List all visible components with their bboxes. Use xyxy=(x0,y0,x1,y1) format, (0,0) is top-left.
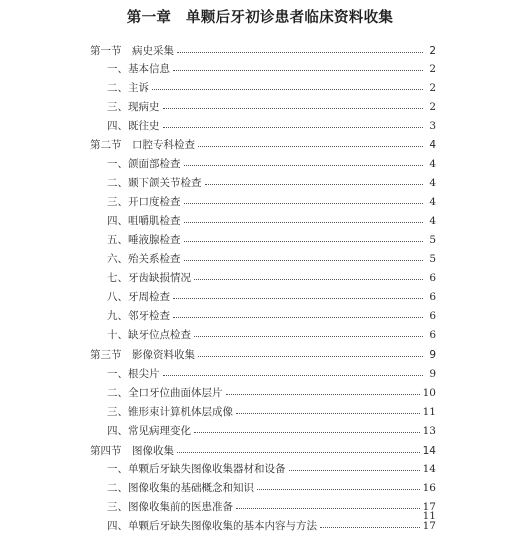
toc-section-row xyxy=(90,442,436,460)
toc-item-row xyxy=(107,155,436,173)
toc-entry-label: 二、图像收集的基础概念和知识 xyxy=(107,482,254,494)
toc-entry-label: 第三节 影像资料收集 xyxy=(90,349,195,361)
toc-entry-label: 二、全口牙位曲面体层片 xyxy=(107,387,223,399)
toc-entry-label: 四、常见病理变化 xyxy=(107,425,191,437)
toc-entry-label: 第二节 口腔专科检查 xyxy=(90,139,195,151)
toc-entry-label: 三、图像收集前的医患准备 xyxy=(107,501,233,513)
toc-page-number: 14 xyxy=(422,463,436,475)
dot-leader xyxy=(173,316,423,318)
toc-entry-label: 四、既往史 xyxy=(107,120,160,132)
toc-page-number: 10 xyxy=(422,387,436,399)
toc-item-row xyxy=(107,269,436,287)
toc-page-number: 9 xyxy=(429,368,436,380)
toc-item-row xyxy=(107,384,436,402)
toc-item-row xyxy=(107,193,436,211)
dot-leader xyxy=(236,412,420,414)
toc-page-number: 6 xyxy=(429,272,436,284)
toc-entry-label: 五、唾液腺检查 xyxy=(107,234,181,246)
toc-section-row xyxy=(90,346,436,364)
toc-item-row xyxy=(107,98,436,116)
toc-entry-label: 三、锥形束计算机体层成像 xyxy=(107,406,233,418)
dot-leader xyxy=(184,164,424,166)
toc-item-row xyxy=(107,174,436,192)
dot-leader xyxy=(184,259,424,261)
toc-page-number: 17 xyxy=(422,501,436,513)
toc-page-number: 2 xyxy=(429,101,436,113)
toc-entry-label: 第一节 病史采集 xyxy=(90,45,174,57)
dot-leader xyxy=(194,335,423,337)
toc-page-number: 6 xyxy=(429,291,436,303)
toc-entry-label: 九、邻牙检查 xyxy=(107,310,170,322)
toc-entry-label: 十、缺牙位点检查 xyxy=(107,329,191,341)
toc-page-number: 4 xyxy=(429,177,436,189)
toc-section-row xyxy=(90,42,436,60)
toc-entry-label: 一、根尖片 xyxy=(107,368,160,380)
dot-leader xyxy=(163,107,424,109)
dot-leader xyxy=(184,221,424,223)
dot-leader xyxy=(173,69,423,71)
dot-leader xyxy=(177,451,420,453)
toc-item-row xyxy=(107,403,436,421)
toc-page-number: 14 xyxy=(422,445,436,457)
toc-item-row xyxy=(107,288,436,306)
toc-page-number: 2 xyxy=(429,45,436,57)
toc-page-number: 6 xyxy=(429,329,436,341)
dot-leader xyxy=(289,469,420,471)
chapter-title: 第一章 单颗后牙初诊患者临床资料收集 xyxy=(126,10,394,26)
dot-leader xyxy=(236,507,420,509)
toc-entry-label: 一、单颗后牙缺失图像收集器材和设备 xyxy=(107,463,286,475)
toc-page-number: 9 xyxy=(429,349,436,361)
toc-entry-label: 一、基本信息 xyxy=(107,63,170,75)
toc-page-number: 2 xyxy=(429,63,436,75)
toc-page-number: 17 xyxy=(422,520,436,532)
toc-entry-label: 第四节 图像收集 xyxy=(90,445,174,457)
toc-item-row xyxy=(107,498,436,516)
toc-section-row xyxy=(90,136,436,154)
toc-entry-label: 三、现病史 xyxy=(107,101,160,113)
toc-entry-label: 三、开口度检查 xyxy=(107,196,181,208)
toc-page-number: 3 xyxy=(429,120,436,132)
toc-entry-label: 一、颌面部检查 xyxy=(107,158,181,170)
toc-entry-label: 六、殆关系检查 xyxy=(107,253,181,265)
dot-leader xyxy=(177,51,423,53)
toc-item-row xyxy=(107,422,436,440)
dot-leader xyxy=(173,297,423,299)
toc-entry-label: 四、咀嚼肌检查 xyxy=(107,215,181,227)
toc-page-number: 6 xyxy=(429,310,436,322)
toc-item-row xyxy=(107,250,436,268)
toc-page-number: 5 xyxy=(429,253,436,265)
toc-page-number: 2 xyxy=(429,82,436,94)
toc-item-row xyxy=(107,60,436,78)
toc-item-row xyxy=(107,460,436,478)
dot-leader xyxy=(152,88,423,90)
toc-entry-label: 四、单颗后牙缺失图像收集的基本内容与方法 xyxy=(107,520,317,532)
toc-item-row xyxy=(107,307,436,325)
page-number: 11 xyxy=(422,510,436,522)
toc-entry-label: 八、牙周检查 xyxy=(107,291,170,303)
toc-page-number: 4 xyxy=(429,139,436,151)
toc-item-row xyxy=(107,212,436,230)
dot-leader xyxy=(184,240,424,242)
toc-item-row xyxy=(107,326,436,344)
dot-leader xyxy=(257,488,420,490)
toc-page-number: 4 xyxy=(429,196,436,208)
toc-entry-label: 二、主诉 xyxy=(107,82,149,94)
toc-item-row xyxy=(107,231,436,249)
toc-entry-label: 七、牙齿缺损情况 xyxy=(107,272,191,284)
dot-leader xyxy=(320,526,420,528)
dot-leader xyxy=(194,278,423,280)
dot-leader xyxy=(184,202,424,204)
toc-item-row xyxy=(107,479,436,497)
toc-page-number: 4 xyxy=(429,215,436,227)
dot-leader xyxy=(198,145,423,147)
dot-leader xyxy=(163,126,424,128)
toc-entry-label: 二、颞下颌关节检查 xyxy=(107,177,202,189)
dot-leader xyxy=(226,393,420,395)
toc-page-number: 4 xyxy=(429,158,436,170)
toc-item-row xyxy=(107,365,436,383)
toc-page-number: 11 xyxy=(422,406,436,418)
toc-item-row xyxy=(107,117,436,135)
toc-item-row xyxy=(107,79,436,97)
dot-leader xyxy=(205,183,424,185)
dot-leader xyxy=(163,374,424,376)
toc-page-number: 5 xyxy=(429,234,436,246)
dot-leader xyxy=(194,431,420,433)
dot-leader xyxy=(198,355,423,357)
toc-page-number: 16 xyxy=(422,482,436,494)
toc-page-number: 13 xyxy=(422,425,436,437)
